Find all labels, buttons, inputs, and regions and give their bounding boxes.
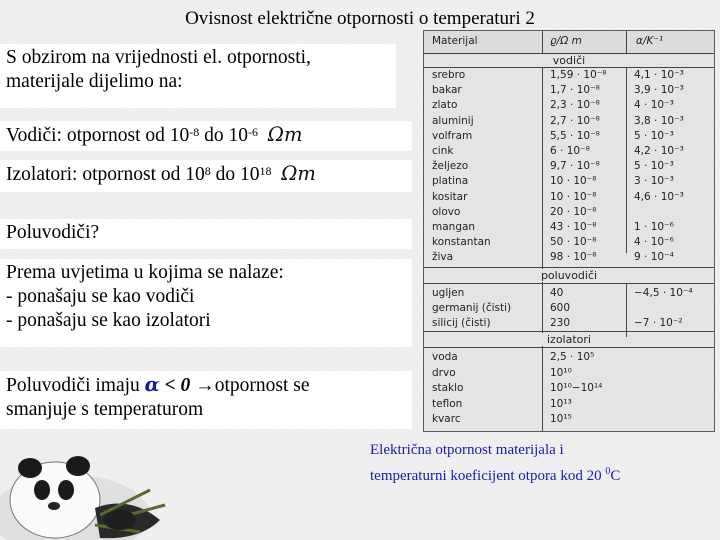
alpha-cell: 4,2 · 10⁻³ [634,145,684,157]
table-row [424,84,714,99]
divider [424,267,714,268]
alpha-cell: 1 · 10⁻⁶ [634,221,674,233]
table-header [424,31,714,54]
resistivity-cell: 10¹⁵ [550,413,572,425]
alpha-cell: 4 · 10⁻³ [634,99,674,112]
table-row [424,69,714,84]
insulators-exp-1: 8 [204,164,211,178]
insulators-exp-2: 18 [259,164,272,178]
table-row [424,236,714,251]
header-alpha: α/K⁻¹ [636,35,664,47]
caption-line-2: temperaturni koeficijent otpora kod 20 [370,468,606,484]
arrow-icon: → [195,375,215,396]
resistivity-cell: 2,7 · 10⁻⁸ [550,114,600,127]
material-cell: živa [432,251,454,264]
resistivity-cell: 1,7 · 10⁻⁸ [550,84,600,97]
caption-superscript: 0 [605,466,611,477]
alpha-cell: 5 · 10⁻³ [634,129,674,142]
panda-image [0,420,180,540]
material-cell: cink [432,145,454,157]
conductors-exp-1: -8 [189,125,200,139]
table-row [424,115,714,130]
intro-text [0,44,396,108]
conditions-text [0,259,412,347]
alpha-cell: 4 · 10⁻⁶ [634,236,674,249]
resistivity-cell: 43 · 10⁻⁸ [550,221,597,233]
material-cell: konstantan [432,236,491,249]
resistivity-cell: 98 · 10⁻⁸ [550,251,597,264]
alpha-cell: −4,5 · 10⁻⁴ [634,287,693,299]
table-row [424,130,714,145]
alpha-symbol: α [144,373,160,396]
material-cell: platina [432,175,469,188]
table-row [424,287,714,302]
table-row [424,382,714,397]
table-row [424,99,714,114]
table-caption [370,440,715,487]
resistivity-cell: 1,59 · 10⁻⁸ [550,69,607,81]
alpha-cell: 4,1 · 10⁻³ [634,69,684,81]
table-row [424,160,714,175]
material-cell: ugljen [432,287,465,299]
alpha-line-pre: Poluvodiči imaju [6,375,145,396]
alpha-cell: 3,9 · 10⁻³ [634,84,684,97]
section-conductors: vodiči [424,54,714,67]
alpha-line-post: otpornost se [214,375,310,396]
resistivity-cell: 40 [550,287,564,299]
table-row [424,221,714,236]
alpha-cell: 4,6 · 10⁻³ [634,190,684,203]
conditions-line-3: - ponašaju se kao izolatori [6,310,211,331]
resistivity-cell: 2,5 · 10⁵ [550,351,595,363]
material-cell: zlato [432,99,458,112]
material-cell: bakar [432,84,462,97]
material-cell: kositar [432,190,468,203]
divider [424,331,714,332]
material-cell: aluminij [432,114,474,127]
section-semiconductors: poluvodiči [424,269,714,282]
table-row [424,398,714,413]
insulators-text [0,160,412,192]
material-cell: teflon [432,397,463,410]
material-cell: silicij (čisti) [432,317,491,329]
resistivity-cell: 10¹⁰−10¹⁴ [550,382,603,394]
resistivity-cell: 6 · 10⁻⁸ [550,145,590,157]
material-cell: mangan [432,221,476,233]
conditions-line-1: Prema uvjetima u kojima se nalaze: [6,262,284,283]
intro-line-1: S obzirom na vrijednosti el. otpornosti, [6,47,311,68]
intro-line-2: materijale dijelimo na: [6,71,183,92]
conductors-label: Vodiči: otpornost od 10 [6,125,190,146]
alpha-cell: 9 · 10⁻⁴ [634,251,674,264]
resistivity-cell: 10 · 10⁻⁸ [550,190,597,203]
section-insulators: izolatori [424,333,714,346]
conductors-mid: do 10 [199,125,249,146]
resistivity-cell: 20 · 10⁻⁸ [550,205,597,218]
divider [424,67,714,68]
table-row [424,206,714,221]
conditions-line-2: - ponašaju se kao vodiči [6,286,195,307]
material-cell: željezo [432,160,469,173]
material-cell: germanij (čisti) [432,302,512,314]
slide-title: Ovisnost električne otpornosti o temperaturi 2 [185,8,535,29]
table-row [424,145,714,160]
resistivity-cell: 600 [550,302,571,314]
insulators-label: Izolatori: otpornost od 10 [6,164,205,185]
caption-unit: C [610,468,621,484]
conductors-text [0,121,412,151]
insulators-mid: do 10 [210,164,260,185]
alpha-cell: 3 · 10⁻³ [634,175,674,188]
resistivity-cell: 2,3 · 10⁻⁸ [550,99,600,112]
conductors-unit: Ωm [267,123,303,146]
alpha-condition: < 0 [159,375,191,396]
material-cell: volfram [432,129,473,142]
table-row [424,413,714,428]
table-row [424,191,714,206]
table-row [424,302,714,317]
alpha-cell: 3,8 · 10⁻³ [634,114,684,127]
material-cell: olovo [432,205,461,218]
alpha-cell: 5 · 10⁻³ [634,160,674,173]
resistivity-table [423,30,715,432]
resistivity-cell: 10¹⁰ [550,366,572,379]
material-cell: voda [432,351,458,363]
header-material: Materijal [432,35,478,47]
resistivity-cell: 50 · 10⁻⁸ [550,236,597,249]
resistivity-cell: 10 · 10⁻⁸ [550,175,597,188]
material-cell: drvo [432,366,456,379]
semiconductors-question: Poluvodiči? [0,219,412,249]
divider [424,347,714,348]
resistivity-cell: 10¹³ [550,397,572,410]
table-row [424,175,714,190]
alpha-cell: −7 · 10⁻² [634,317,683,329]
table-row [424,251,714,266]
table-row [424,351,714,366]
material-cell: kvarc [432,413,461,425]
insulators-unit: Ωm [281,162,316,185]
resistivity-cell: 5,5 · 10⁻⁸ [550,129,600,142]
resistivity-cell: 230 [550,317,571,329]
material-cell: srebro [432,69,466,81]
caption-line-1: Električna otpornost materijala i [370,442,564,458]
table-row [424,367,714,382]
header-resistivity: ϱ/Ω m [550,35,582,47]
divider [424,283,714,284]
resistivity-cell: 9,7 · 10⁻⁸ [550,160,600,173]
conductors-exp-2: -6 [248,125,259,139]
material-cell: staklo [432,382,464,394]
table-row [424,317,714,332]
alpha-line-2: smanjuje s temperaturom [6,399,204,420]
